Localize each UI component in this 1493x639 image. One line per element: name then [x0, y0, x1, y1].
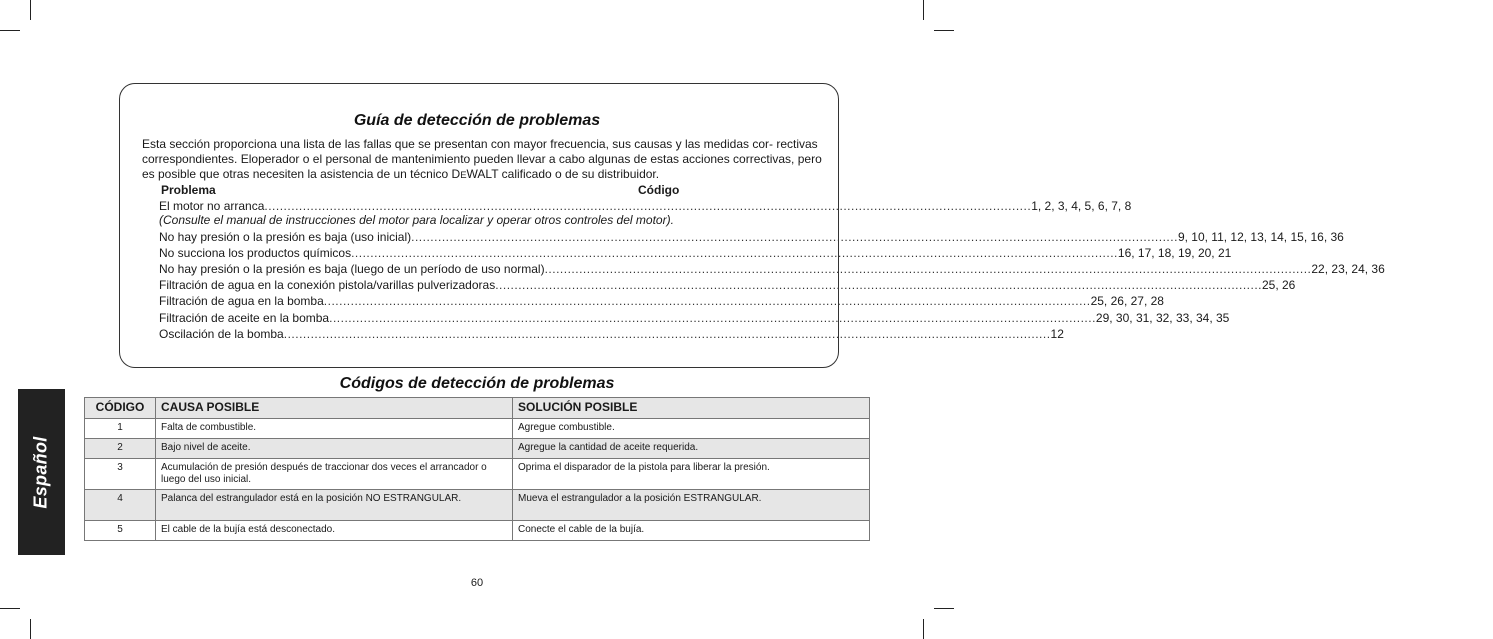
table-row [85, 439, 870, 459]
table-row [85, 459, 870, 490]
code-cell: 2 [85, 439, 156, 459]
codes-table [84, 397, 870, 541]
code-cell: 1 [85, 419, 156, 439]
table-row [85, 521, 870, 541]
cause-cell: Palanca del estrangulador está en la posición NO ESTRANGULAR. [156, 490, 513, 521]
page-number: 60 [470, 577, 484, 589]
column-header: CAUSA POSIBLE [156, 398, 513, 419]
crop-mark [934, 30, 954, 31]
problem-row: No hay presión o la presión es baja (luego de un período de uso normal) ........................................................................................................................................................................................................ 22, 23, 24, 36 [159, 262, 1385, 276]
problem-row: Filtración de aceite en la bomba ........................................................................................................................................................................................................ 29, 30, 31, 32, 33, 34, 35 [159, 311, 1230, 325]
problem-row: No hay presión o la presión es baja (uso inicial) ........................................................................................................................................................................................................ 9, 10, 11, 12, 13, 14, 15, 16, 36 [159, 230, 1344, 244]
problem-row: El motor no arranca ........................................................................................................................................................................................................ 1, 2, 3, 4, 5, 6, 7, 8 [159, 199, 1132, 213]
crop-mark [0, 608, 20, 609]
codes-title: Códigos de detección de problemas [339, 375, 615, 392]
problem-row: Oscilación de la bomba ........................................................................................................................................................................................................ 12 [159, 327, 1064, 341]
column-header: SOLUCIÓN POSIBLE [513, 398, 870, 419]
crop-mark [923, 619, 924, 639]
crop-mark [0, 30, 20, 31]
table-row [85, 419, 870, 439]
solution-cell: Agregue combustible. [513, 419, 870, 439]
cause-cell: El cable de la bujía está desconectado. [156, 521, 513, 541]
solution-cell: Conecte el cable de la bujía. [513, 521, 870, 541]
column-header: CÓDIGO [85, 398, 156, 419]
guide-title: Guía de detección de problemas [353, 112, 601, 129]
problem-row: Filtración de agua en la conexión pistola/varillas pulverizadoras ........................................................................................................................................................................................................ 25, 26 [159, 278, 1296, 292]
problem-row: Filtración de agua en la bomba ........................................................................................................................................................................................................ 25, 26, 27, 28 [159, 294, 1164, 308]
header-code: Código [638, 183, 680, 197]
cause-cell: Falta de combustible. [156, 419, 513, 439]
code-cell: 4 [85, 490, 156, 521]
cause-cell: Acumulación de presión después de traccionar dos veces el arrancador o luego del uso inicial. [156, 459, 513, 490]
guide-intro: Esta sección proporciona una lista de las fallas que se presentan con mayor frecuencia, sus causas y las medidas cor- rectivas correspondientes. Eloperador o el personal de mantenimiento pueden llevar a cabo algunas de estas acciones correctivas, pero es posible que otras necesiten la asistencia de un técnico DEWALT calificado o de su distribuidor. [142, 137, 822, 181]
header-problem: Problema [161, 183, 216, 197]
crop-mark [934, 608, 954, 609]
table-header-row [85, 398, 870, 419]
crop-mark [30, 619, 31, 639]
problem-row: No succiona los productos químicos ........................................................................................................................................................................................................ 16, 17, 18, 19, 20, 21 [159, 246, 1232, 260]
crop-mark [923, 0, 924, 20]
code-cell: 5 [85, 521, 156, 541]
guide-note: (Consulte el manual de instrucciones del motor para localizar y operar otros controles del motor). [159, 213, 674, 227]
crop-mark [30, 0, 31, 20]
cause-cell: Bajo nivel de aceite. [156, 439, 513, 459]
code-cell: 3 [85, 459, 156, 490]
solution-cell: Oprima el disparador de la pistola para liberar la presión. [513, 459, 870, 490]
language-tab [18, 389, 65, 555]
table-row [85, 490, 870, 521]
language-tab-label: Español [31, 435, 51, 509]
solution-cell: Mueva el estrangulador a la posición ESTRANGULAR. [513, 490, 870, 521]
solution-cell: Agregue la cantidad de aceite requerida. [513, 439, 870, 459]
